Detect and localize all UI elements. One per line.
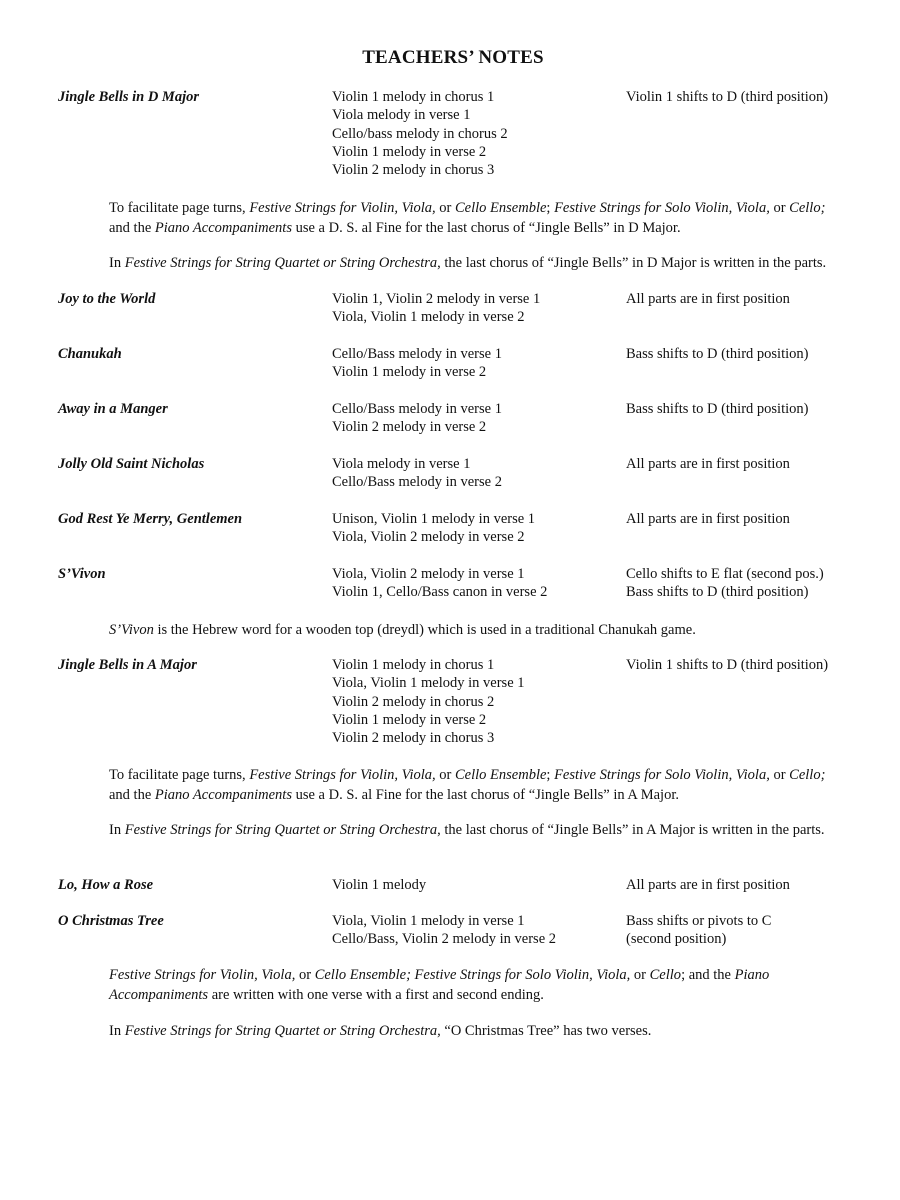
part-line: Cello/Bass, Violin 2 melody in verse 2 xyxy=(332,931,556,948)
part-line: Violin 1, Cello/Bass canon in verse 2 xyxy=(332,584,548,601)
position-line: Violin 1 shifts to D (third position) xyxy=(626,89,829,105)
note-italic: Cello Ensemble xyxy=(455,200,547,216)
note-text: is the Hebrew word for a wooden top (dreydl) which is used in a traditional Chanukah game. xyxy=(153,622,696,638)
part-line: Cello/Bass melody in verse 1 xyxy=(332,401,502,417)
note-italic: S’Vivon xyxy=(109,622,154,638)
note-paragraph xyxy=(109,198,849,238)
song-title: Away in a Manger xyxy=(58,401,168,417)
part-line: Viola, Violin 2 melody in verse 2 xyxy=(332,529,525,546)
note-italic: Festive Strings for String Quartet or String Orchestra, xyxy=(124,1023,441,1039)
note-paragraph xyxy=(109,620,849,640)
position-line: (second position) xyxy=(626,931,727,948)
note-text: or xyxy=(630,967,650,983)
part-line: Unison, Violin 1 melody in verse 1 xyxy=(332,511,536,527)
position-notes xyxy=(626,345,896,363)
note-text: In xyxy=(109,822,125,838)
position-line: All parts are in first position xyxy=(626,511,790,527)
song-title: Jingle Bells in A Major xyxy=(58,657,197,673)
melody-parts xyxy=(332,290,622,327)
note-italic: Piano Accompaniments xyxy=(154,787,292,803)
song-title: S’Vivon xyxy=(58,566,106,582)
melody-parts xyxy=(332,565,622,602)
note-text: or xyxy=(769,767,790,783)
note-text: To facilitate page turns, xyxy=(109,767,250,783)
song-title: Joy to the World xyxy=(58,291,156,307)
note-text: ; xyxy=(546,767,555,783)
part-line: Viola melody in verse 1 xyxy=(332,107,471,124)
melody-parts xyxy=(332,912,622,949)
part-line: Cello/Bass melody in verse 2 xyxy=(332,474,502,491)
position-line: Bass shifts or pivots to C xyxy=(626,913,772,929)
note-text: use a D. S. al Fine for the last chorus of “Jingle Bells” in D Major. xyxy=(291,220,681,236)
note-italic: Festive Strings for String Quartet or String Orchestra xyxy=(124,822,438,838)
page-title: TEACHERS’ NOTES xyxy=(362,47,544,68)
position-notes xyxy=(626,88,896,106)
note-text: ; xyxy=(546,200,555,216)
part-line: Violin 1 melody in verse 2 xyxy=(332,364,487,381)
part-line: Violin 1 melody in verse 2 xyxy=(332,143,487,160)
melody-parts xyxy=(332,88,622,179)
note-text: and the xyxy=(109,220,155,236)
note-text: ; and the xyxy=(681,967,735,983)
part-line: Viola melody in verse 1 xyxy=(332,456,471,472)
position-notes xyxy=(626,656,896,674)
note-text: “O Christmas Tree” has two verses. xyxy=(440,1023,652,1039)
song-title: Jingle Bells in D Major xyxy=(58,89,199,105)
song-title: Jolly Old Saint Nicholas xyxy=(58,456,205,472)
position-line: All parts are in first position xyxy=(626,877,790,893)
note-text: To facilitate page turns, xyxy=(109,200,250,216)
note-paragraph xyxy=(109,820,849,840)
part-line: Violin 2 melody in verse 2 xyxy=(332,419,487,436)
note-text: use a D. S. al Fine for the last chorus of “Jingle Bells” in A Major. xyxy=(291,787,679,803)
position-notes xyxy=(626,876,896,894)
part-line: Violin 1 melody in chorus 1 xyxy=(332,89,495,105)
note-paragraph xyxy=(109,1021,849,1041)
melody-parts xyxy=(332,345,622,382)
song-title: Lo, How a Rose xyxy=(58,877,154,893)
note-text: , the last chorus of “Jingle Bells” in A Major is written in the parts. xyxy=(437,822,825,838)
song-title: God Rest Ye Merry, Gentlemen xyxy=(58,511,243,527)
note-italic: Festive Strings for Violin, Viola, xyxy=(249,200,436,216)
note-italic: Cello Ensemble; Festive Strings for Solo Violin, Viola, xyxy=(314,967,631,983)
position-line: Violin 1 shifts to D (third position) xyxy=(626,657,829,673)
part-line: Violin 1, Violin 2 melody in verse 1 xyxy=(332,291,541,307)
note-italic: Piano Accompaniments xyxy=(109,967,770,1003)
melody-parts xyxy=(332,400,622,437)
note-text: or xyxy=(435,200,455,216)
note-italic: Festive Strings for Violin, Viola, xyxy=(109,967,296,983)
note-text: or xyxy=(295,967,315,983)
melody-parts xyxy=(332,455,622,492)
note-paragraph xyxy=(109,965,849,1005)
note-text: or xyxy=(769,200,790,216)
note-text: are written with one verse with a first and second ending. xyxy=(208,987,544,1003)
position-notes xyxy=(626,565,896,602)
note-italic: Festive Strings for Violin, Viola, xyxy=(249,767,436,783)
position-notes xyxy=(626,510,896,528)
note-text: , the last chorus of “Jingle Bells” in D Major is written in the parts. xyxy=(437,255,827,271)
part-line: Violin 2 melody in chorus 3 xyxy=(332,730,495,747)
position-line: All parts are in first position xyxy=(626,291,790,307)
position-notes xyxy=(626,290,896,308)
melody-parts xyxy=(332,656,622,747)
note-paragraph xyxy=(109,765,849,805)
melody-parts xyxy=(332,510,622,547)
note-italic: Cello xyxy=(649,967,682,983)
part-line: Cello/Bass melody in verse 1 xyxy=(332,346,502,362)
note-italic: Festive Strings for Solo Violin, Viola, xyxy=(554,767,770,783)
part-line: Viola, Violin 1 melody in verse 1 xyxy=(332,675,525,692)
note-italic: Cello Ensemble xyxy=(455,767,547,783)
note-text: In xyxy=(109,255,125,271)
position-notes xyxy=(626,455,896,473)
part-line: Violin 1 melody xyxy=(332,877,427,893)
note-italic: Cello; xyxy=(789,200,826,216)
position-line: Bass shifts to D (third position) xyxy=(626,584,809,601)
song-title: O Christmas Tree xyxy=(58,913,164,929)
song-title: Chanukah xyxy=(58,346,122,362)
melody-parts xyxy=(332,876,622,894)
note-text: and the xyxy=(109,787,155,803)
part-line: Cello/bass melody in chorus 2 xyxy=(332,125,508,142)
position-notes xyxy=(626,400,896,418)
position-notes xyxy=(626,912,896,949)
note-paragraph xyxy=(109,253,849,273)
part-line: Viola, Violin 2 melody in verse 1 xyxy=(332,566,525,582)
part-line: Violin 2 melody in chorus 3 xyxy=(332,162,495,179)
part-line: Violin 2 melody in chorus 2 xyxy=(332,693,495,710)
note-text: or xyxy=(435,767,455,783)
part-line: Viola, Violin 1 melody in verse 1 xyxy=(332,913,525,929)
position-line: Bass shifts to D (third position) xyxy=(626,346,809,362)
part-line: Violin 1 melody in verse 2 xyxy=(332,711,487,728)
position-line: All parts are in first position xyxy=(626,456,790,472)
part-line: Violin 1 melody in chorus 1 xyxy=(332,657,495,673)
note-italic: Cello; xyxy=(789,767,826,783)
part-line: Viola, Violin 1 melody in verse 2 xyxy=(332,309,525,326)
position-line: Bass shifts to D (third position) xyxy=(626,401,809,417)
note-text: In xyxy=(109,1023,125,1039)
note-italic: Piano Accompaniments xyxy=(154,220,292,236)
note-italic: Festive Strings for String Quartet or String Orchestra xyxy=(124,255,438,271)
note-italic: Festive Strings for Solo Violin, Viola, xyxy=(554,200,770,216)
position-line: Cello shifts to E flat (second pos.) xyxy=(626,566,824,582)
